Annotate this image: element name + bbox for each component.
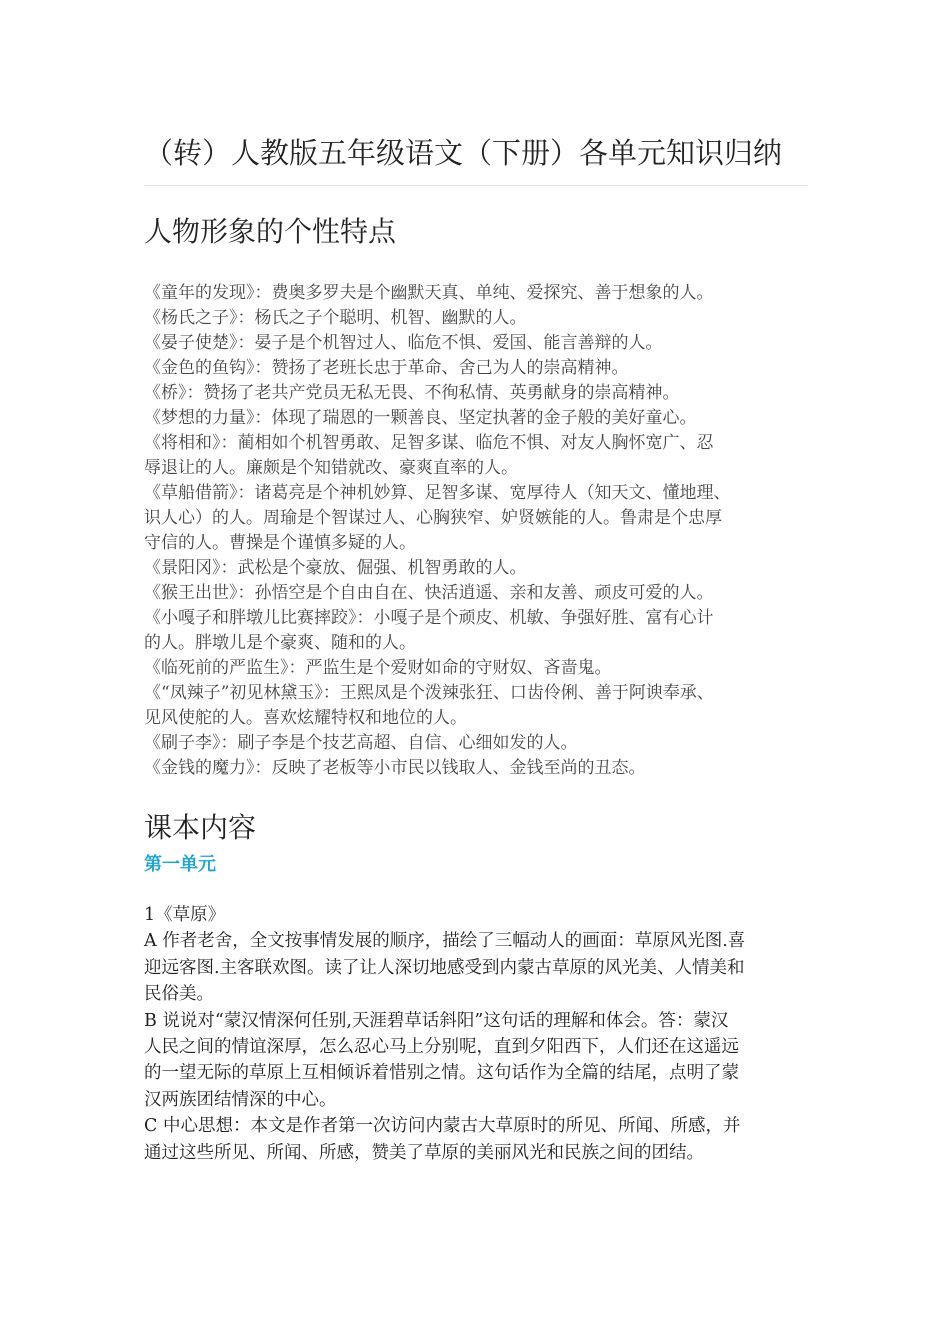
text-line: 《临死前的严监生》：严监生是个爱财如命的守财奴、吝啬鬼。 (144, 658, 612, 678)
page-title: （转）人教版五年级语文（下册）各单元知识归纳 (144, 136, 783, 170)
text-line: 的一望无际的草原上互相倾诉着惜别之情。这句话作为全篇的结尾，点明了蒙 (144, 1063, 739, 1084)
text-line: 《桥》：赞扬了老共产党员无私无畏、不徇私情、英勇献身的崇高精神。 (144, 383, 680, 403)
text-line: 守信的人。曹操是个谨慎多疑的人。 (144, 533, 416, 553)
text-line: 迎远客图.主客联欢图。读了让人深切地感受到内蒙古草原的风光美、人情美和 (144, 957, 745, 978)
text-line: 见风使舵的人。喜欢炫耀特权和地位的人。 (144, 708, 467, 728)
text-line: 《杨氏之子》：杨氏之子个聪明、机智、幽默的人。 (144, 308, 527, 328)
section-heading-character-traits: 人物形象的个性特点 (144, 215, 397, 248)
title-divider (144, 185, 808, 186)
text-line: C 中心思想：本文是作者第一次访问内蒙古大草原时的所见、所闻、所感，并 (144, 1116, 741, 1137)
text-line: 《将相和》：蔺相如个机智勇敢、足智多谋、临危不惧、对友人胸怀宽广、忍 (144, 433, 714, 453)
text-line: 《“凤辣子”初见林黛玉》：王熙凤是个泼辣张狂、口齿伶俐、善于阿谀奉承、 (144, 683, 714, 703)
text-line: 《金钱的魔力》：反映了老板等小市民以钱取人、金钱至尚的丑态。 (144, 758, 646, 778)
text-line: 《刷子李》：刷子李是个技艺高超、自信、心细如发的人。 (144, 733, 578, 753)
textbook-content-list (144, 902, 808, 1166)
text-line: 人民之间的情谊深厚，怎么忍心马上分别呢，直到夕阳西下，人们还在这遥远 (144, 1037, 739, 1058)
text-line: A 作者老舍，全文按事情发展的顺序，描绘了三幅动人的画面：草原风光图.喜 (144, 931, 746, 952)
text-line: 《景阳冈》：武松是个豪放、倔强、机智勇敢的人。 (144, 558, 527, 578)
text-line: 1《草原》 (144, 905, 226, 925)
text-line: 汉两族团结情深的中心。 (144, 1089, 337, 1110)
text-line: 《小嘎子和胖墩儿比赛摔跤》：小嘎子是个顽皮、机敏、争强好胜、富有心计 (144, 608, 714, 628)
text-line: 《猴王出世》：孙悟空是个自由自在、快活逍遥、亲和友善、顽皮可爱的人。 (144, 583, 714, 603)
text-line: 民俗美。 (144, 984, 214, 1005)
text-line: 辱退让的人。廉颇是个知错就改、豪爽直率的人。 (144, 458, 518, 478)
text-line: 识人心）的人。周瑜是个智谋过人、心胸狭窄、妒贤嫉能的人。鲁肃是个忠厚 (144, 508, 722, 528)
text-line: 《金色的鱼钩》：赞扬了老班长忠于革命、舍己为人的崇高精神。 (144, 358, 629, 378)
text-line: 《童年的发现》：费奥多罗夫是个幽默天真、单纯、爱探究、善于想象的人。 (144, 283, 714, 303)
text-line: 《草船借箭》：诸葛亮是个神机妙算、足智多谋、宽厚待人（知天文、懂地理、 (144, 483, 731, 503)
unit-label: 第一单元 (144, 854, 216, 875)
text-line: 通过这些所见、所闻、所感，赞美了草原的美丽风光和民族之间的团结。 (144, 1142, 704, 1163)
character-traits-list (144, 281, 808, 781)
text-line: 《晏子使楚》：晏子是个机智过人、临危不惧、爱国、能言善辩的人。 (144, 333, 663, 353)
text-line: 的人。胖墩儿是个豪爽、随和的人。 (144, 633, 416, 653)
text-line: 《梦想的力量》：体现了瑞恩的一颗善良、坚定执著的金子般的美好童心。 (144, 408, 697, 428)
text-line: B 说说对“蒙汉情深何任别,天涯碧草话斜阳”这句话的理解和体会。答：蒙汉 (144, 1010, 729, 1031)
section-heading-textbook-content: 课本内容 (144, 811, 257, 844)
